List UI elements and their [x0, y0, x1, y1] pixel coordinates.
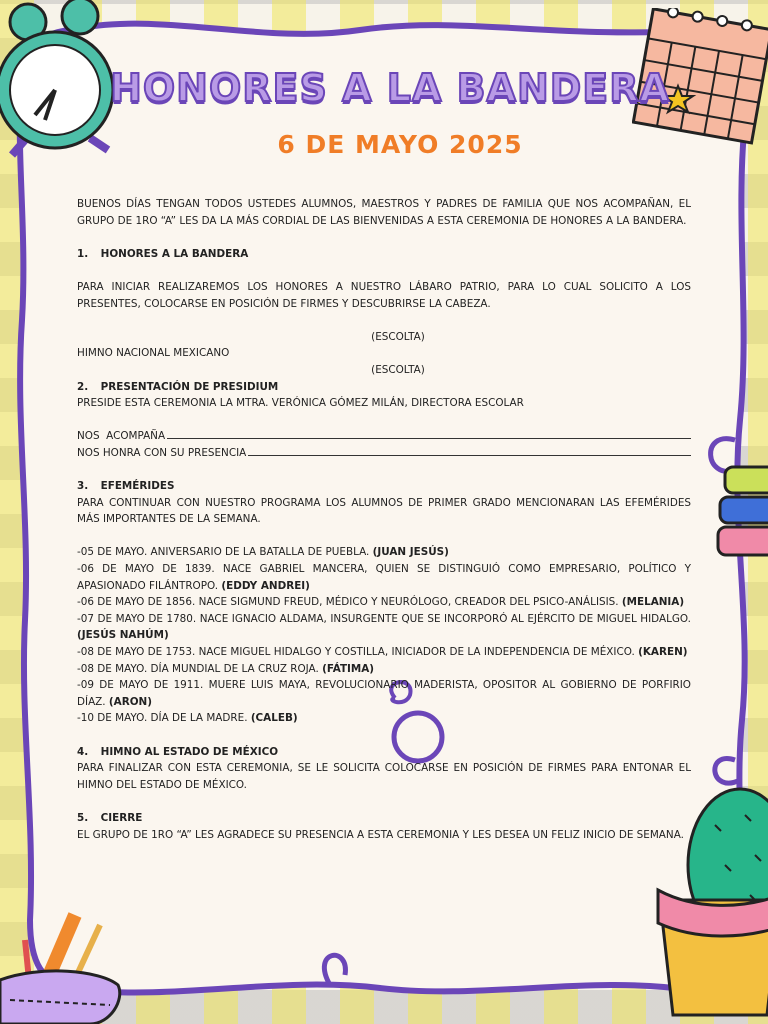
student-name: (JESÚS NAHÚM)	[77, 629, 169, 642]
ceremony-date: 6 DE MAYO 2025	[277, 130, 523, 159]
section-number: 2.	[77, 380, 89, 393]
section-number: 5.	[77, 811, 89, 824]
section-1-text: PARA INICIAR REALIZAREMOS LOS HONORES A NUESTRO LÁBARO PATRIO, PARA LO CUAL SOLICITO A LOS PRESENTES, COLOCARSE EN POSICIÓN DE FIRMES Y DESCUBRIRSE LA CABEZA.	[77, 280, 691, 310]
efemeride-item	[77, 611, 691, 644]
student-name: (EDDY ANDREI)	[221, 579, 310, 592]
section-5-heading	[77, 810, 691, 827]
section-title: PRESENTACIÓN DE PRESIDIUM	[100, 380, 279, 393]
section-4-heading	[77, 744, 691, 761]
student-name: (ARON)	[108, 695, 152, 708]
section-1-heading	[77, 246, 691, 263]
student-name: (CALEB)	[250, 712, 298, 725]
section-number: 4.	[77, 745, 89, 758]
efemeride-item	[77, 677, 691, 710]
efemeride-text: -10 DE MAYO. DÍA DE LA MADRE.	[77, 712, 251, 725]
student-name: (MELANIA)	[621, 596, 685, 609]
student-name: (JUAN JESÚS)	[372, 546, 449, 559]
acompana-line	[77, 428, 691, 445]
section-2-heading	[77, 379, 691, 396]
section-3-heading	[77, 478, 691, 495]
efemeride-item	[77, 544, 691, 561]
section-5-text: EL GRUPO DE 1RO “A” LES AGRADECE SU PRESENCIA A ESTA CEREMONIA Y LES DESEA UN FELIZ INICIO DE SEMANA.	[77, 828, 684, 841]
blank-line	[248, 445, 691, 456]
section-3-text: PARA CONTINUAR CON NUESTRO PROGRAMA LOS ALUMNOS DE PRIMER GRADO MENCIONARAN LAS EFEMÉRIDES MÁS IMPORTANTES DE LA SEMANA.	[77, 496, 691, 526]
blank-line	[167, 428, 691, 439]
honra-label: NOS HONRA CON SU PRESENCIA	[77, 446, 247, 459]
himno-nacional: HIMNO NACIONAL MEXICANO	[77, 347, 230, 360]
section-2-text: PRESIDE ESTA CEREMONIA LA MTRA. VERÓNICA GÓMEZ MILÁN, DIRECTORA ESCOLAR	[77, 397, 524, 410]
efemeride-item	[77, 561, 691, 594]
efemeride-text: -09 DE MAYO DE 1911. MUERE LUIS MAYA, REVOLUCIONARIO MADERISTA, OPOSITOR AL GOBIERNO DE PORFIRIO DÍAZ.	[77, 679, 691, 708]
efemeride-item	[77, 710, 691, 727]
efemeride-text: -07 DE MAYO DE 1780. NACE IGNACIO ALDAMA, INSURGENTE QUE SE INCORPORÓ AL EJÉRCITO DE MIGUEL HIDALGO.	[77, 612, 691, 625]
section-4-text: PARA FINALIZAR CON ESTA CEREMONIA, SE LE SOLICITA COLOCARSE EN POSICIÓN DE FIRMES PARA ENTONAR EL HIMNO DEL ESTADO DE MÉXICO.	[77, 762, 691, 791]
student-name: (FÁTIMA)	[322, 662, 375, 675]
efemeride-text: -08 DE MAYO. DÍA MUNDIAL DE LA CRUZ ROJA.	[77, 662, 323, 675]
efemeride-item	[77, 661, 691, 678]
efemeride-text: -06 DE MAYO DE 1856. NACE SIGMUND FREUD, MÉDICO Y NEURÓLOGO, CREADOR DEL PSICO-ANÁLISIS.	[77, 596, 622, 609]
intro-paragraph: BUENOS DÍAS TENGAN TODOS USTEDES ALUMNOS, MAESTROS Y PADRES DE FAMILIA QUE NOS ACOMPAÑAN, EL GRUPO DE 1RO “A” LES DA LA MÁS CORDIAL DE LAS BIENVENIDAS A ESTA CEREMONIA DE HONORES A LA BANDERA.	[77, 198, 691, 227]
efemeride-text: -05 DE MAYO. ANIVERSARIO DE LA BATALLA DE PUEBLA.	[77, 546, 373, 559]
efemerides-list	[77, 544, 691, 727]
acompana-label: NOS ACOMPAÑA	[77, 430, 166, 443]
section-title: HONORES A LA BANDERA	[100, 247, 249, 260]
efemeride-text: -06 DE MAYO DE 1839. NACE GABRIEL MANCERA, QUIEN SE DISTINGUIÓ COMO EMPRESARIO, POLÍTICO Y APASIONADO FILÁNTROPO.	[77, 563, 691, 592]
escolta-note: (ESCOLTA)	[371, 363, 425, 376]
section-title: HIMNO AL ESTADO DE MÉXICO	[100, 745, 279, 758]
section-number: 3.	[77, 480, 89, 493]
efemeride-text: -08 DE MAYO DE 1753. NACE MIGUEL HIDALGO Y COSTILLA, INICIADOR DE LA INDEPENDENCIA DE MÉXICO.	[77, 646, 639, 659]
page-title: HONORES A LA BANDERA	[110, 66, 670, 110]
ceremony-script	[77, 196, 691, 843]
honra-line	[77, 445, 691, 462]
section-title: EFEMÉRIDES	[100, 480, 175, 493]
efemeride-item	[77, 594, 691, 611]
escolta-note: (ESCOLTA)	[371, 330, 425, 343]
efemeride-item	[77, 644, 691, 661]
section-number: 1.	[77, 247, 89, 260]
pencil-case-icon	[0, 900, 125, 1024]
stacked-books-icon	[715, 462, 768, 572]
student-name: (KAREN)	[638, 646, 688, 659]
section-title: CIERRE	[100, 811, 143, 824]
